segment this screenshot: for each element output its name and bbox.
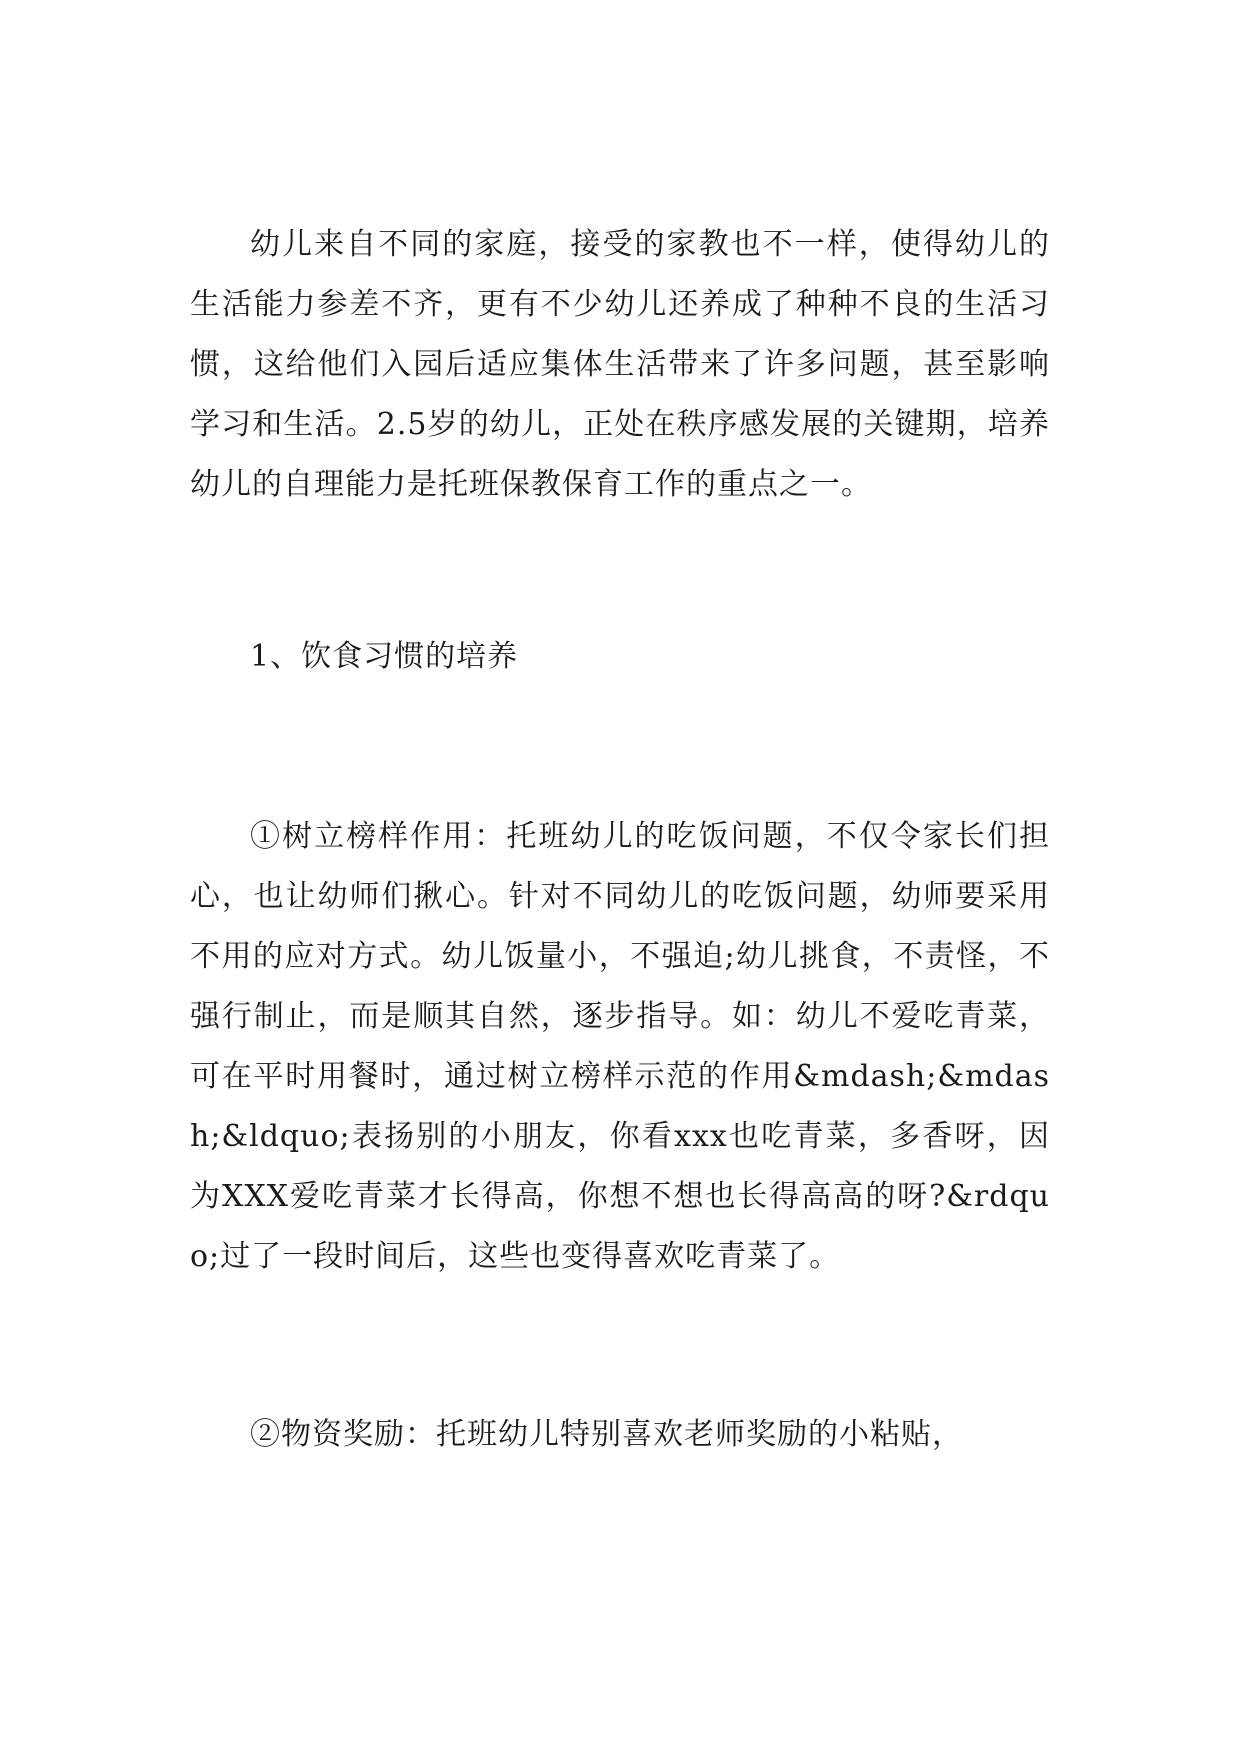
paragraph-spacer (190, 687, 1050, 807)
paragraph-spacer (190, 1287, 1050, 1405)
intro-paragraph: 幼儿来自不同的家庭，接受的家教也不一样，使得幼儿的生活能力参差不齐，更有不少幼儿还养成了种种不良的生活习惯，这给他们入园后适应集体生活带来了许多问题，甚至影响学习和生活。2.5岁的幼儿，正处在秩序感发展的关键期，培养幼儿的自理能力是托班保教保育工作的重点之一。 (190, 227, 1050, 502)
section-heading: 1、饮食习惯的培养 (250, 639, 519, 674)
paragraph-spacer (190, 515, 1050, 627)
role-model-paragraph: ①树立榜样作用：托班幼儿的吃饭问题，不仅令家长们担心，也让幼师们揪心。针对不同幼儿的吃饭问题，幼师要采用不用的应对方式。幼儿饭量小，不强迫;幼儿挑食，不责怪，不强行制止，而是顺其自然，逐步指导。如：幼儿不爱吃青菜，可在平时用餐时，通过树立榜样示范的作用&mdash;&mdash;&ldquo;表扬别的小朋友，你看xxx也吃青菜，多香呀，因为XXX爱吃青菜才长得高，你想不想也长得高高的呀?&rdquo;过了一段时间后，这些也变得喜欢吃青菜了。 (190, 819, 1050, 1274)
reward-paragraph: ②物资奖励：托班幼儿特别喜欢老师奖励的小粘贴， (250, 1417, 963, 1452)
document-body (190, 215, 1050, 1465)
